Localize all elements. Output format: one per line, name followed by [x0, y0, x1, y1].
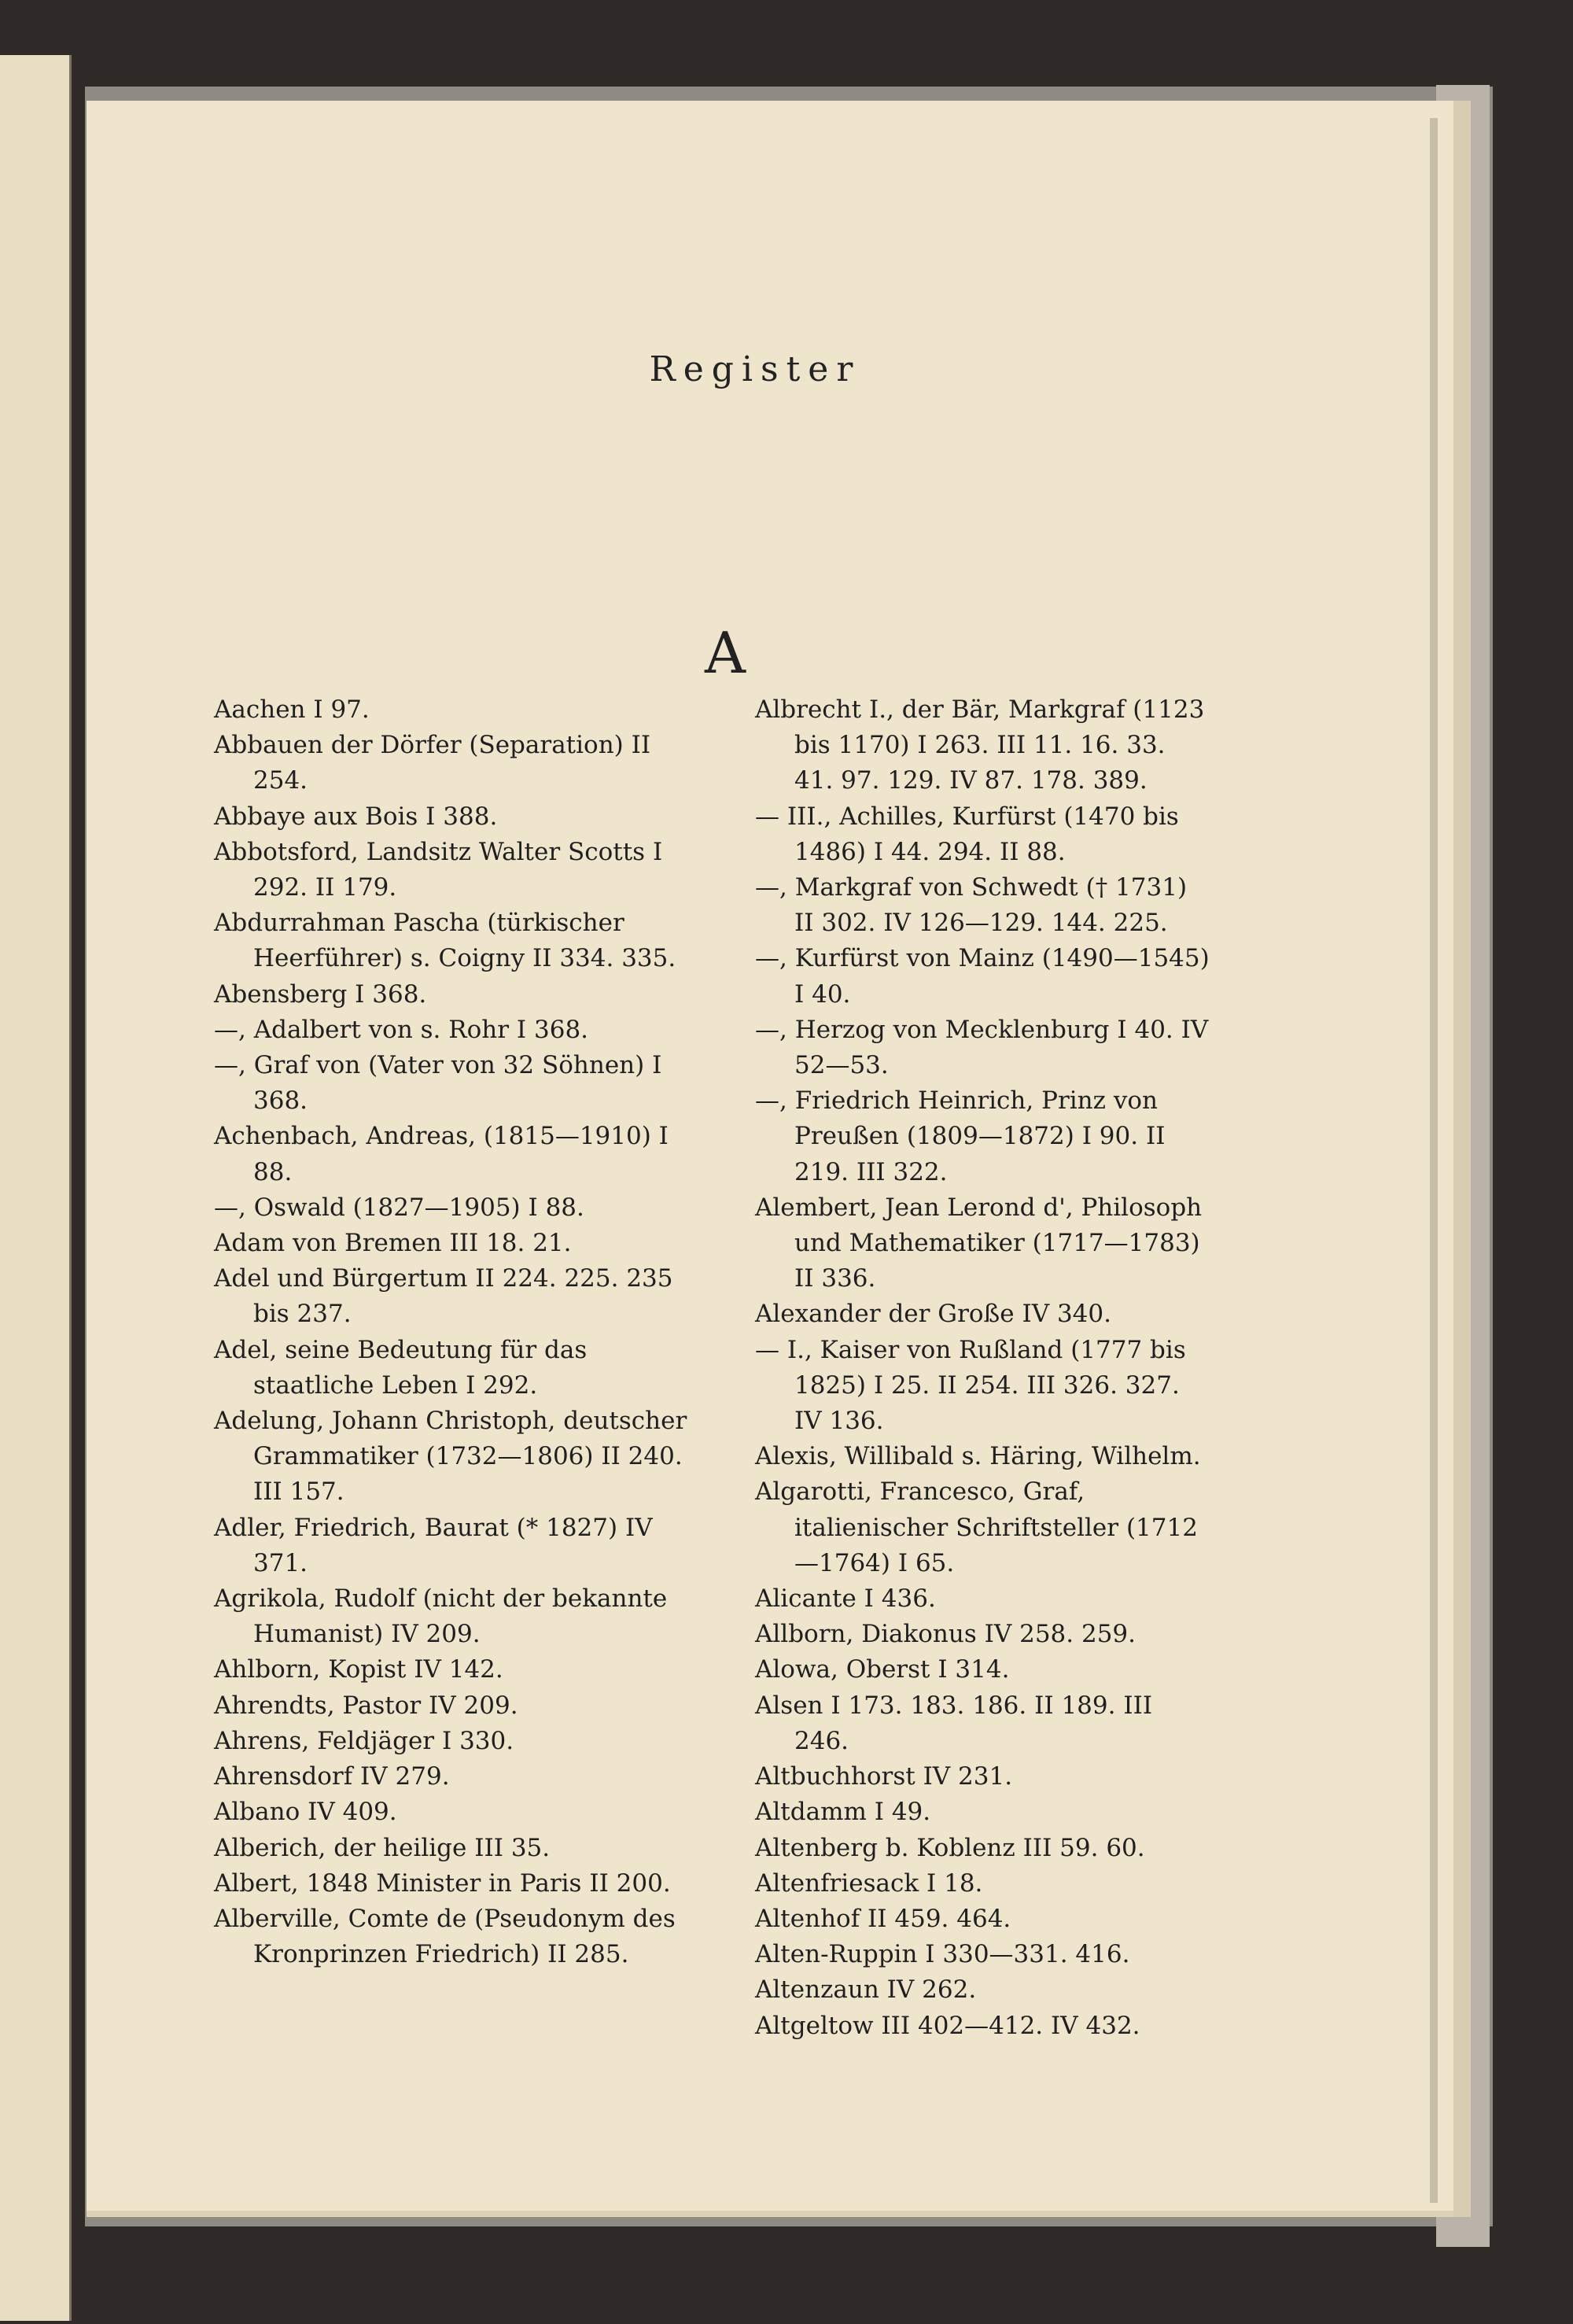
index-entry: —, Kurfürst von Mainz (1490—1545) I 40. [755, 944, 1210, 1009]
index-entry: Abdurrahman Pascha (türkischer Heerführer) s. Coigny II 334. 335. [214, 909, 676, 973]
index-entry: Adelung, Johann Christoph, deutscher Grammatiker (1732—1806) II 240. III 157. [214, 1407, 687, 1507]
page-title: Register [649, 349, 861, 389]
index-entry: Altdamm I 49. [755, 1798, 931, 1827]
index-entry: Adel, seine Bedeutung für das staatliche Leben I 292. [214, 1335, 588, 1400]
index-entry: Ahrens, Feldjäger I 330. [214, 1726, 514, 1755]
index-entry: Adel und Bürgertum II 224. 225. 235 bis 237. [214, 1264, 673, 1329]
index-entry: Albert, 1848 Minister in Paris II 200. [214, 1868, 671, 1898]
index-entry: Agrikola, Rudolf (nicht der bekannte Humanist) IV 209. [214, 1584, 668, 1649]
index-entry: —, Markgraf von Schwedt († 1731) II 302. IV 126—129. 144. 225. [755, 873, 1188, 938]
index-entry: Ahrendts, Pastor IV 209. [214, 1691, 518, 1720]
index-entry: Abbaye aux Bois I 388. [214, 802, 498, 831]
index-entry: Achenbach, Andreas, (1815—1910) I 88. [214, 1122, 669, 1186]
index-entry: Alembert, Jean Lerond d', Philosoph und Mathematiker (1717—1783) II 336. [755, 1193, 1203, 1293]
index-entry: Altenzaun IV 262. [755, 1975, 977, 2005]
index-column-right [755, 692, 1211, 2044]
index-entry: — I., Kaiser von Rußland (1777 bis 1825) I 25. II 254. III 326. 327. IV 136. [755, 1335, 1186, 1436]
index-entry: Alberich, der heilige III 35. [214, 1833, 551, 1862]
index-entry: —, Adalbert von s. Rohr I 368. [214, 1015, 589, 1044]
page-edge-stack [1430, 118, 1438, 2203]
index-entry: Abensberg I 368. [214, 979, 427, 1009]
index-entry: —, Herzog von Mecklenburg I 40. IV 52—53. [755, 1015, 1209, 1080]
index-entry: Adam von Bremen III 18. 21. [214, 1229, 572, 1258]
index-entry: Alowa, Oberst I 314. [755, 1655, 1010, 1684]
index-entry: Ahlborn, Kopist IV 142. [214, 1655, 503, 1684]
index-entry: Altbuchhorst IV 231. [755, 1762, 1013, 1791]
index-entry: Allborn, Diakonus IV 258. 259. [755, 1620, 1136, 1649]
index-entry: — III., Achilles, Kurfürst (1470 bis 1486) I 44. 294. II 88. [755, 802, 1179, 866]
index-entry: Algarotti, Francesco, Graf, italienischer Schriftsteller (1712—1764) I 65. [755, 1477, 1198, 1577]
index-entry: Alberville, Comte de (Pseudonym des Kronprinzen Friedrich) II 285. [214, 1904, 676, 1969]
index-entry: Alten-Ruppin I 330—331. 416. [755, 1940, 1130, 1969]
index-entry: Ahrensdorf IV 279. [214, 1762, 450, 1791]
index-entry: —, Graf von (Vater von 32 Söhnen) I 368. [214, 1051, 662, 1116]
index-entry: —, Oswald (1827—1905) I 88. [214, 1193, 584, 1222]
index-entry: Alsen I 173. 183. 186. II 189. III 246. [755, 1691, 1153, 1755]
index-entry: Altgeltow III 402—412. IV 432. [755, 2011, 1140, 2040]
index-entry: Albrecht I., der Bär, Markgraf (1123 bis 1170) I 263. III 11. 16. 33. 41. 97. 129. IV 87. 178. 389. [755, 695, 1205, 795]
index-entry: Altenhof II 459. 464. [755, 1904, 1011, 1933]
index-entry: —, Friedrich Heinrich, Prinz von Preußen (1809—1872) I 90. II 219. III 322. [755, 1086, 1166, 1186]
index-entry: Aachen I 97. [214, 695, 370, 724]
section-letter: A [705, 620, 746, 686]
index-entry: Altenberg b. Koblenz III 59. 60. [755, 1833, 1145, 1862]
index-entry: Albano IV 409. [214, 1798, 397, 1827]
index-entry: Alicante I 436. [755, 1584, 936, 1614]
index-entry: Abbauen der Dörfer (Separation) II 254. [214, 731, 651, 795]
index-column-left [214, 692, 709, 1972]
index-entry: Alexander der Große IV 340. [755, 1300, 1111, 1329]
index-entry: Adler, Friedrich, Baurat (* 1827) IV 371. [214, 1513, 653, 1577]
index-entry: Abbotsford, Landsitz Walter Scotts I 292. II 179. [214, 837, 663, 902]
index-entry: Alexis, Willibald s. Häring, Wilhelm. [755, 1442, 1201, 1471]
facing-page-edge [0, 55, 72, 2321]
index-entry: Altenfriesack I 18. [755, 1868, 983, 1898]
